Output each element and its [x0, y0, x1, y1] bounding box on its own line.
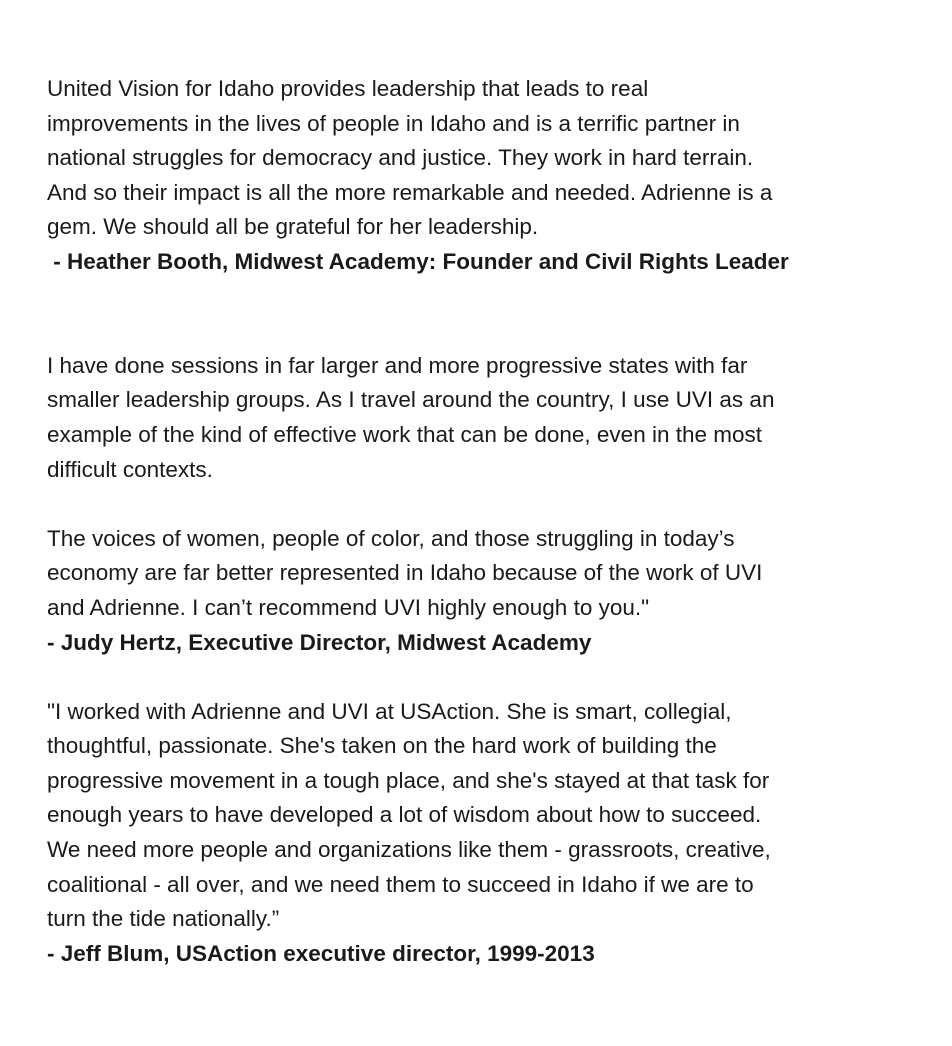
- testimonial-attribution: - Heather Booth, Midwest Academy: Founder and Civil Rights Leader: [47, 248, 789, 274]
- testimonials-document: [47, 72, 927, 971]
- testimonial-quote: "I worked with Adrienne and UVI at USAction. She is smart, collegial, thoughtful, passionate. She's taken on the hard work of building the progressive movement in a tough place, and she's stayed at that task for enough years to have developed a lot of wisdom about how to succeed. We need more people and organizations like them - grassroots, creative, coalitional - all over, and we need them to succeed in Idaho if we are to turn the tide nationally.”: [47, 698, 771, 932]
- spacer: [47, 487, 927, 522]
- testimonial-attribution: - Judy Hertz, Executive Director, Midwest Academy: [47, 629, 592, 655]
- spacer: [47, 280, 927, 349]
- testimonial-quote: United Vision for Idaho provides leadership that leads to real improvements in the lives of people in Idaho and is a terrific partner in national struggles for democracy and justice. They work in hard terrain. And so their impact is all the more remarkable and needed. Adrienne is a gem. We should all be grateful for her leadership.: [47, 76, 773, 240]
- spacer: [47, 660, 927, 695]
- testimonial-jeff-blum: [47, 695, 927, 972]
- testimonial-attribution: - Jeff Blum, USAction executive director, 1999-2013: [47, 940, 595, 966]
- testimonial-heather-booth: [47, 72, 927, 280]
- testimonial-quote: I have done sessions in far larger and more progressive states with far smaller leadership groups. As I travel around the country, I use UVI as an example of the kind of effective work that can be done, even in the most difficult contexts.: [47, 352, 775, 482]
- testimonial-judy-hertz: [47, 349, 927, 660]
- testimonial-quote: The voices of women, people of color, and those struggling in today’s economy are far better represented in Idaho because of the work of UVI and Adrienne. I can’t recommend UVI highly enough to you.": [47, 525, 763, 620]
